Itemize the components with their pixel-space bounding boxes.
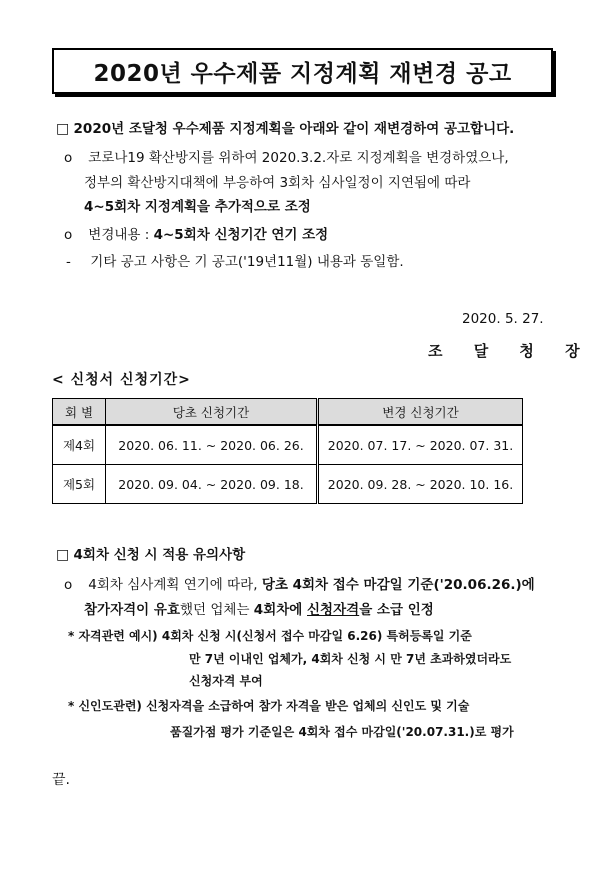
changed-period-cell: 2020. 07. 17. ~ 2020. 07. 31. — [318, 425, 523, 465]
announcement-date: 2020. 5. 27. — [462, 311, 544, 327]
notice-emphasis-end: 을 소급 인정 — [359, 602, 434, 618]
square-bullet-icon: □ — [56, 547, 70, 563]
note-2-line-2: 품질가점 평가 기준일은 4회차 접수 마감일('20.07.31.)로 평가 — [170, 725, 514, 739]
period-table-title: < 신청서 신청기간> — [52, 372, 191, 388]
note-2-line-1: * 신인도관련) 신청자격을 소급하여 참가 자격을 받은 업체의 신인도 및 기술 — [68, 699, 470, 713]
header-original-period: 당초 신청기간 — [106, 399, 318, 426]
notice-text-part-1: 4회차 심사계획 연기에 따라, — [88, 577, 258, 593]
table-header-row — [53, 399, 523, 426]
dash-bullet-icon: - — [66, 254, 71, 270]
bullet-3-text: 기타 공고 사항은 기 공고('19년11월) 내용과 동일함. — [90, 254, 404, 270]
bullet-1-text-1: 코로나19 확산방지를 위하여 2020.3.2.자로 지정계획을 변경하였으나, — [88, 150, 509, 166]
changed-period-cell: 2020. 09. 28. ~ 2020. 10. 16. — [318, 465, 523, 504]
note-1-line-1: * 자격관련 예시) 4회차 신청 시(신청서 접수 마감일 6.26) 특허등록일 기준 — [68, 629, 472, 643]
application-period-table — [52, 398, 523, 504]
notice-bullet-line-1 — [64, 573, 535, 593]
notice-emphasis-valid: 참가자격이 유효 — [84, 602, 180, 618]
notice-heading-line — [56, 543, 245, 563]
bullet-2-line — [64, 223, 328, 243]
circle-bullet-icon: o — [64, 227, 73, 243]
note-1-line-2: 만 7년 이내인 업체가, 4회차 신청 시 만 7년 초과하였더라도 — [189, 652, 512, 666]
notice-emphasis-round: 4회차에 — [253, 602, 308, 618]
square-bullet-icon: □ — [56, 121, 70, 137]
note-1-line-3: 신청자격 부여 — [189, 674, 263, 688]
circle-bullet-icon: o — [64, 150, 73, 166]
bullet-1-line-2: 정부의 확산방지대책에 부응하여 3회차 심사일정이 지연됨에 따라 — [84, 175, 471, 191]
bullet-3-line — [66, 250, 404, 270]
header-round: 회 별 — [53, 399, 106, 426]
notice-emphasis-eligibility: 신청자격 — [307, 602, 360, 618]
original-period-cell: 2020. 06. 11. ~ 2020. 06. 26. — [106, 425, 318, 465]
round-cell: 제4회 — [53, 425, 106, 465]
table-row — [53, 465, 523, 504]
page-title: 2020년 우수제품 지정계획 재변경 공고 — [52, 48, 553, 94]
notice-bullet-line-2 — [84, 598, 434, 618]
change-value: 4~5회차 신청기간 연기 조정 — [153, 227, 329, 243]
bullet-1-line-1 — [64, 146, 509, 166]
change-label: 변경내용 : — [88, 227, 154, 243]
original-period-cell: 2020. 09. 04. ~ 2020. 09. 18. — [106, 465, 318, 504]
document-end-mark: 끝. — [52, 772, 70, 788]
notice-text-part-2: 당초 4회차 접수 마감일 기준('20.06.26.)에 — [261, 577, 535, 593]
notice-text-plain: 했던 업체는 — [180, 602, 254, 618]
announcing-agency: 조 달 청 장 — [428, 342, 593, 360]
circle-bullet-icon: o — [64, 577, 73, 593]
table-row — [53, 425, 523, 465]
intro-text: 2020년 조달청 우수제품 지정계획을 아래와 같이 재변경하여 공고합니다. — [73, 121, 515, 137]
intro-line — [56, 117, 514, 137]
bullet-1-line-3: 4~5회차 지정계획을 추가적으로 조정 — [84, 199, 311, 215]
round-cell: 제5회 — [53, 465, 106, 504]
header-changed-period: 변경 신청기간 — [318, 399, 523, 426]
notice-heading: 4회차 신청 시 적용 유의사항 — [73, 547, 246, 563]
